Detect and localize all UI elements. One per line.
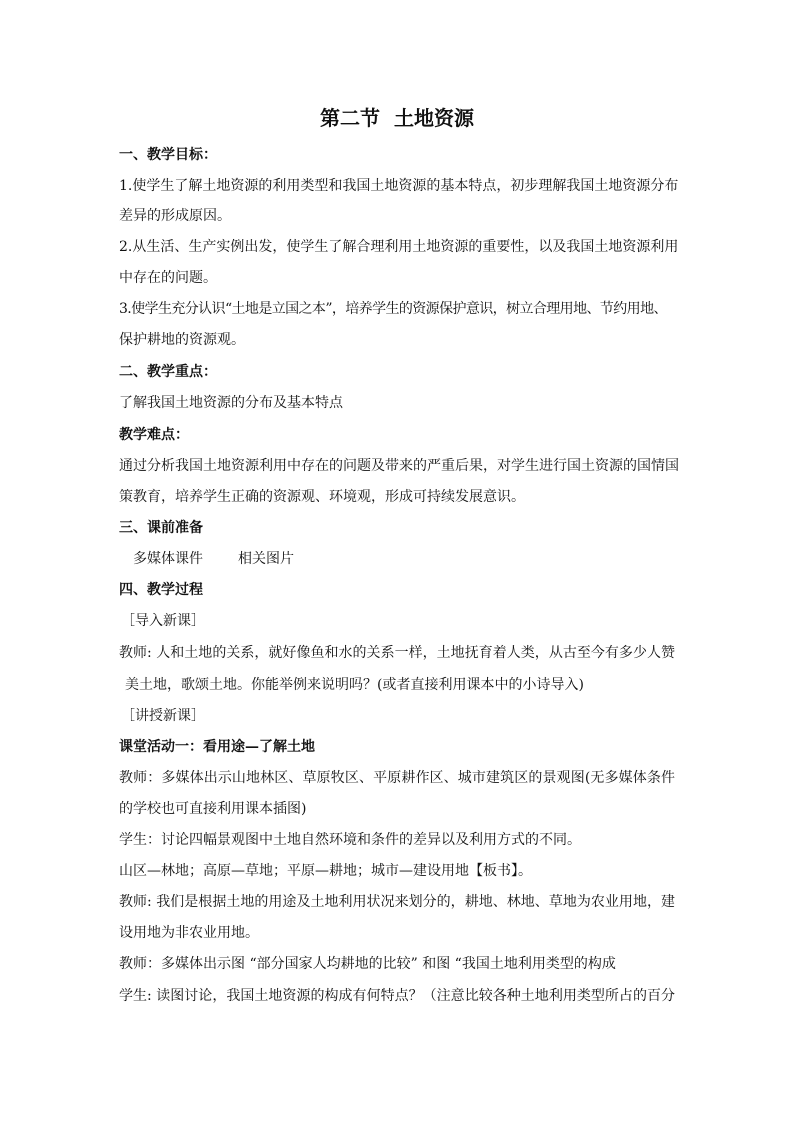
body-line: 1.使学生了解土地资源的利用类型和我国土地资源的基本特点，初步理解我国土地资源分布 (119, 178, 679, 194)
heading-difficulties: 教学难点： (119, 427, 189, 443)
body-line: 教师：多媒体出示图 “部分国家人均耕地的比较” 和图 “我国土地利用类型的构成 (119, 956, 616, 972)
heading-activity-one: 课堂活动一：看用途—了解土地 (119, 739, 315, 755)
body-line: 美土地，歌颂土地。你能举例来说明吗？(或者直接利用课本中的小诗导入) (125, 677, 584, 693)
heading-process: 四、教学过程 (119, 582, 203, 598)
body-line: 差异的形成原因。 (119, 208, 231, 224)
section-label-intro: ［导入新课］ (121, 613, 205, 629)
body-line: 2.从生活、生产实例出发，使学生了解合理利用土地资源的重要性，以及我国土地资源利用 (119, 239, 679, 255)
body-line: 山区—林地；高原—草地；平原—耕地；城市—建设用地【板书】。 (119, 863, 532, 879)
body-line: 学生：讨论四幅景观图中土地自然环境和条件的差异以及利用方式的不同。 (119, 832, 581, 848)
body-line: 学生: 读图讨论，我国土地资源的构成有何特点？（注意比较各种土地利用类型所占的百分 (119, 988, 675, 1004)
prep-item-pictures: 相关图片 (238, 551, 294, 567)
body-line: 教师: 我们是根据土地的用途及土地利用状况来划分的，耕地、林地、草地为农业用地，建 (119, 894, 675, 910)
body-line: 3.使学生充分认识“土地是立国之本”，培养学生的资源保护意识，树立合理用地、节约用地、 (119, 301, 667, 317)
section-label-new-lesson: ［讲授新课］ (121, 708, 205, 724)
body-line: 的学校也可直接利用课本插图) (119, 801, 307, 817)
body-line: 通过分析我国土地资源利用中存在的问题及带来的严重后果，对学生进行国土资源的国情国 (119, 458, 679, 474)
body-line: 教师: 人和土地的关系，就好像鱼和水的关系一样，土地抚育着人类，从古至今有多少人赞 (119, 645, 675, 661)
body-line: 设用地为非农业用地。 (119, 925, 259, 941)
body-line: 保护耕地的资源观。 (119, 332, 245, 348)
prep-item-courseware: 多媒体课件 (133, 551, 203, 567)
body-line: 了解我国土地资源的分布及基本特点 (119, 395, 343, 411)
body-line: 教师：多媒体出示山地林区、草原牧区、平原耕作区、城市建筑区的景观图(无多媒体条件 (119, 770, 675, 786)
heading-key-points: 二、教学重点： (119, 364, 217, 380)
page-title: 第二节 土地资源 (320, 106, 474, 130)
heading-objectives: 一、教学目标： (119, 147, 217, 163)
body-line: 中存在的问题。 (119, 270, 217, 286)
heading-preparation: 三、课前准备 (119, 520, 203, 536)
body-line: 策教育，培养学生正确的资源观、环境观，形成可持续发展意识。 (119, 489, 525, 505)
